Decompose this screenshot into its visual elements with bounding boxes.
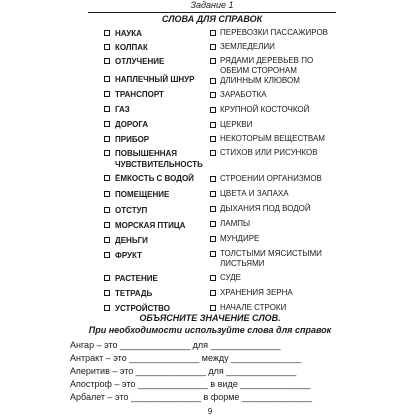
checkbox-icon[interactable]: [104, 136, 110, 142]
reference-definition: ЦЕРКВИ: [210, 120, 338, 130]
checkbox-icon[interactable]: [104, 305, 110, 311]
exercise-line[interactable]: Арбалет – это ______________ в форме ______________: [70, 392, 313, 402]
reference-definition: ДЛИННЫМ КЛЮВОМ: [210, 76, 338, 86]
reference-word: ПОМЕЩЕНИЕ: [104, 189, 169, 200]
reference-definition: КРУПНОЙ КОСТОЧКОЙ: [210, 105, 338, 115]
reference-definition: ТОЛСТЫМИ МЯСИСТЫМИ ЛИСТЬЯМИ: [210, 249, 338, 269]
reference-word: ТЕТРАДЬ: [104, 288, 152, 299]
exercise-line[interactable]: Аперитив – это ______________ для ______________: [70, 366, 297, 376]
checkbox-icon[interactable]: [210, 251, 216, 257]
checkbox-icon[interactable]: [104, 252, 110, 258]
reference-word: ОТСТУП: [104, 205, 147, 216]
checkbox-icon[interactable]: [104, 207, 110, 213]
checkbox-icon[interactable]: [210, 44, 216, 50]
checkbox-icon[interactable]: [104, 275, 110, 281]
checkbox-icon[interactable]: [210, 92, 216, 98]
reference-definition: ЗАРАБОТКА: [210, 90, 338, 100]
checkbox-icon[interactable]: [210, 122, 216, 128]
checkbox-icon[interactable]: [104, 175, 110, 181]
checkbox-icon[interactable]: [104, 121, 110, 127]
reference-word: ПРИБОР: [104, 134, 149, 145]
checkbox-icon[interactable]: [210, 236, 216, 242]
reference-word: КОЛПАК: [104, 42, 148, 53]
reference-words-title: СЛОВА ДЛЯ СПРАВОК: [161, 14, 263, 24]
checkbox-icon[interactable]: [210, 305, 216, 311]
checkbox-icon[interactable]: [210, 30, 216, 36]
reference-word: ФРУКТ: [104, 250, 142, 261]
instructions: [30, 312, 390, 336]
checkbox-icon[interactable]: [104, 91, 110, 97]
reference-word: ЁМКОСТЬ С ВОДОЙ: [104, 173, 194, 184]
checkbox-icon[interactable]: [210, 176, 216, 182]
reference-word: ПОВЫШЕННАЯ ЧУВСТВИТЕЛЬНОСТЬ: [104, 148, 203, 170]
checkbox-icon[interactable]: [104, 44, 110, 50]
checkbox-icon[interactable]: [210, 58, 216, 64]
reference-definition: ЛАМПЫ: [210, 219, 338, 229]
reference-word: ДОРОГА: [104, 119, 148, 130]
checkbox-icon[interactable]: [104, 106, 110, 112]
exercise-line[interactable]: Антракт – это ______________ между ______________: [70, 353, 302, 363]
exercise-line[interactable]: Ангар – это ______________ для ______________: [70, 340, 281, 350]
checkbox-icon[interactable]: [210, 206, 216, 212]
checkbox-icon[interactable]: [104, 237, 110, 243]
reference-definition: НЕКОТОРЫМ ВЕЩЕСТВАМ: [210, 134, 338, 144]
reference-word: ДЕНЬГИ: [104, 235, 148, 246]
reference-definition: МУНДИРЕ: [210, 234, 338, 244]
checkbox-icon[interactable]: [210, 290, 216, 296]
instructions-line-2: При необходимости используйте слова для справок: [88, 325, 332, 335]
reference-definition: ДЫХАНИЯ ПОД ВОДОЙ: [210, 204, 338, 214]
reference-definition: ПЕРЕВОЗКИ ПАССАЖИРОВ: [210, 28, 338, 38]
reference-definition: СТРОЕНИИ ОРГАНИЗМОВ: [210, 174, 338, 184]
checkbox-icon[interactable]: [104, 76, 110, 82]
checkbox-icon[interactable]: [104, 150, 110, 156]
checkbox-icon[interactable]: [104, 58, 110, 64]
reference-word: ОТЛУЧЕНИЕ: [104, 56, 164, 67]
reference-definition: СУДЕ: [210, 273, 338, 283]
reference-definition: ХРАНЕНИЯ ЗЕРНА: [210, 288, 338, 298]
checkbox-icon[interactable]: [210, 221, 216, 227]
reference-word: РАСТЕНИЕ: [104, 273, 158, 284]
checkbox-icon[interactable]: [210, 136, 216, 142]
checkbox-icon[interactable]: [104, 191, 110, 197]
reference-definition: ЗЕМЛЕДЕЛИИ: [210, 42, 338, 52]
reference-word: ТРАНСПОРТ: [104, 89, 164, 100]
checkbox-icon[interactable]: [210, 150, 216, 156]
reference-word: УСТРОЙСТВО: [104, 303, 170, 314]
reference-word: НАУКА: [104, 28, 142, 39]
checkbox-icon[interactable]: [104, 222, 110, 228]
checkbox-icon[interactable]: [210, 191, 216, 197]
reference-word: НАПЛЕЧНЫЙ ШНУР: [104, 74, 194, 85]
checkbox-icon[interactable]: [210, 107, 216, 113]
page-number: 9: [207, 407, 213, 416]
instructions-line-1: ОБЪЯСНИТЕ ЗНАЧЕНИЕ СЛОВ.: [139, 313, 281, 323]
reference-word: ГАЗ: [104, 104, 130, 115]
reference-definition: ЦВЕТА И ЗАПАХА: [210, 189, 338, 199]
checkbox-icon[interactable]: [104, 290, 110, 296]
reference-definition: РЯДАМИ ДЕРЕВЬЕВ ПО ОБЕИМ СТОРОНАМ: [210, 56, 338, 76]
reference-definition: НАЧАЛЕ СТРОКИ: [210, 303, 338, 313]
reference-word: МОРСКАЯ ПТИЦА: [104, 220, 185, 231]
task-header: Задание 1: [88, 0, 336, 13]
checkbox-icon[interactable]: [210, 78, 216, 84]
checkbox-icon[interactable]: [104, 30, 110, 36]
reference-definition: СТИХОВ ИЛИ РИСУНКОВ: [210, 148, 338, 158]
checkbox-icon[interactable]: [210, 275, 216, 281]
exercise-line[interactable]: Апостроф – это ______________ в виде ______________: [70, 379, 311, 389]
